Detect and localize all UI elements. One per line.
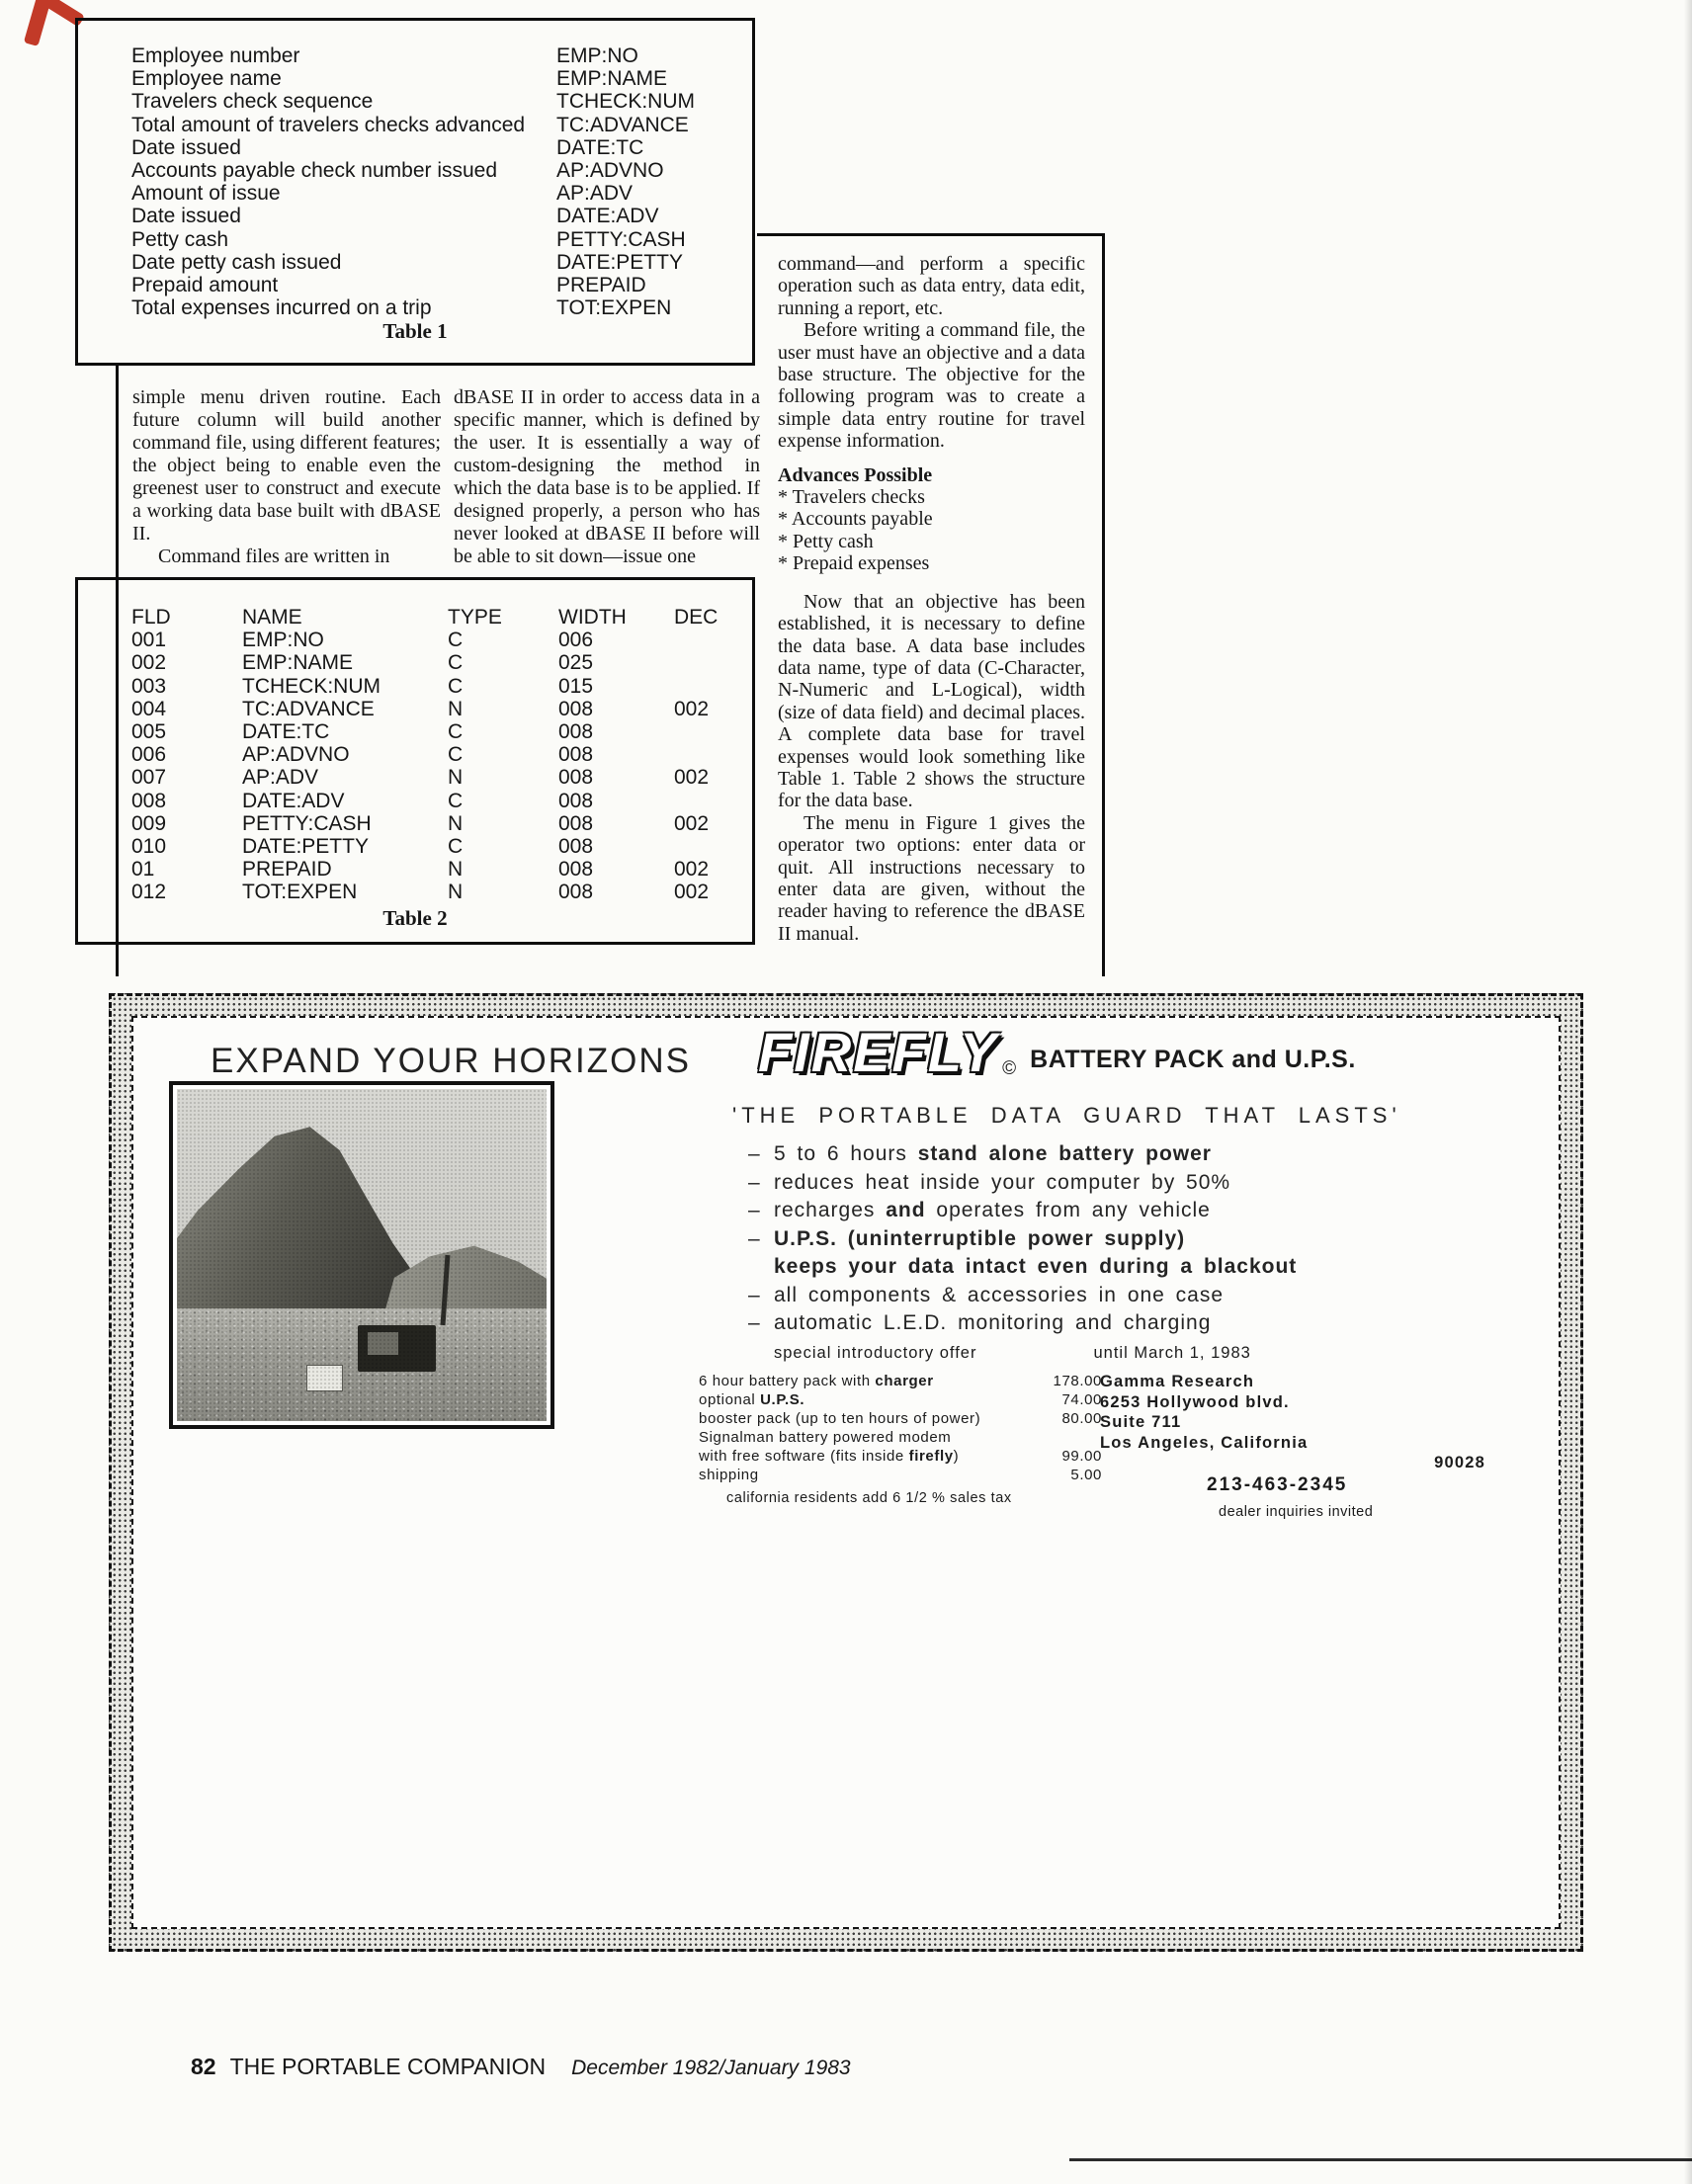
table2-cell-name: TOT:EXPEN bbox=[242, 881, 358, 904]
table2-cell-type: C bbox=[448, 743, 464, 767]
column-rule-right bbox=[1102, 233, 1105, 976]
feature-dash: – bbox=[748, 1199, 761, 1221]
price-label-bold: U.P.S. bbox=[760, 1391, 805, 1408]
table2-row bbox=[131, 675, 742, 698]
table2-header-row bbox=[131, 606, 742, 629]
table2-cell-name: AP:ADVNO bbox=[242, 743, 350, 767]
magazine-name: THE PORTABLE COMPANION bbox=[229, 2054, 547, 2079]
table1-row bbox=[131, 67, 738, 90]
table1-box bbox=[75, 18, 755, 366]
ad-offer-text: special introductory offer bbox=[774, 1344, 977, 1362]
photo-antenna bbox=[441, 1255, 451, 1325]
table1-row-field: EMP:NAME bbox=[556, 67, 668, 91]
table2-row bbox=[131, 766, 742, 789]
ad-tax-note: california residents add 6 1/2 % sales tax bbox=[726, 1490, 1012, 1506]
price-label-pre: with free software (fits inside bbox=[699, 1448, 909, 1465]
feature-text-pre: recharges bbox=[774, 1199, 887, 1221]
price-label-pre: Signalman battery powered modem bbox=[699, 1429, 952, 1446]
table2-cell-name: AP:ADV bbox=[242, 766, 319, 790]
bullet-item: * Petty cash bbox=[778, 530, 874, 552]
feature-text bbox=[774, 1282, 1224, 1310]
article-paragraph: dBASE II in order to access data in a specific manner, which is defined by the user. It is essentially a way of custom-designing the method in which the data base is to be applied. If designed properly, a person who has never looked at dBASE II before will be able to sit down—issue one bbox=[454, 386, 760, 567]
photo-rock-right bbox=[377, 1235, 547, 1342]
feature-text bbox=[774, 1309, 1211, 1338]
page-footer bbox=[191, 2054, 851, 2080]
table1-row-label: Total amount of travelers checks advanced bbox=[131, 113, 526, 136]
ad-price-row bbox=[699, 1409, 1102, 1428]
table2-grid bbox=[131, 606, 742, 904]
table1-row-label: Travelers check sequence bbox=[131, 90, 374, 114]
table2-cell-width: 025 bbox=[558, 651, 594, 675]
table1-caption: Table 1 bbox=[382, 319, 448, 343]
table2-cell-type: C bbox=[448, 720, 464, 744]
article-paragraph: The menu in Figure 1 gives the operator two options: enter data or quit. All instructions necessary to enter data are given, without the reader having to reference the dBASE II manual. bbox=[778, 811, 1085, 945]
table1-row-label: Date issued bbox=[131, 135, 241, 159]
table1-row-label: Total expenses incurred on a trip bbox=[131, 296, 432, 320]
table1-rows bbox=[131, 44, 738, 319]
ad-contact-block bbox=[1100, 1372, 1485, 1473]
copyright-icon: © bbox=[1002, 1058, 1017, 1079]
table2-cell-dec bbox=[674, 835, 742, 858]
ad-feature-item bbox=[748, 1282, 1545, 1310]
ad-feature-item bbox=[748, 1197, 1545, 1225]
article-paragraph: Before writing a command file, the user must have an objective and a data base structure. The objective for the following program was to create a simple data entry routine for travel expense information. bbox=[778, 319, 1085, 453]
page-number: 82 bbox=[191, 2054, 216, 2079]
ad-contact-line: 6253 Hollywood blvd. bbox=[1100, 1392, 1290, 1411]
table2-cell-width: 006 bbox=[558, 629, 594, 652]
table2-header: NAME bbox=[242, 606, 302, 629]
table1-row bbox=[131, 90, 738, 113]
table1-row bbox=[131, 251, 738, 274]
ad-brand-row bbox=[758, 1020, 1356, 1084]
table2-row bbox=[131, 698, 742, 720]
table2-cell-dec: 002 bbox=[674, 811, 710, 835]
table2-cell-type: C bbox=[448, 629, 464, 652]
article-column-2 bbox=[454, 386, 760, 568]
table1-row-label: Prepaid amount bbox=[131, 274, 279, 297]
table1-row-field: DATE:TC bbox=[556, 135, 644, 159]
table2-row bbox=[131, 720, 742, 743]
price-item-label bbox=[699, 1428, 951, 1447]
table2-cell-type: N bbox=[448, 881, 464, 904]
table2-cell-width: 008 bbox=[558, 743, 594, 767]
price-label-pre: 6 hour battery pack with bbox=[699, 1373, 876, 1389]
table2-cell-dec bbox=[674, 629, 742, 651]
table2-cell-name: EMP:NAME bbox=[242, 651, 354, 675]
photo-ground bbox=[177, 1308, 547, 1421]
price-item-label bbox=[699, 1409, 980, 1428]
table1-row-label: Date petty cash issued bbox=[131, 250, 342, 274]
feature-text bbox=[774, 1253, 1297, 1282]
article-column-3 bbox=[778, 253, 1085, 945]
ad-feature-list bbox=[748, 1140, 1545, 1338]
ad-offer-deadline: until March 1, 1983 bbox=[1093, 1344, 1251, 1362]
table1-row-field: PREPAID bbox=[556, 274, 646, 297]
table2-cell-dec: 002 bbox=[674, 766, 710, 790]
table2-cell-fld: 012 bbox=[131, 881, 167, 904]
table2-cell-dec: 002 bbox=[674, 858, 710, 882]
ad-feature-item bbox=[748, 1253, 1545, 1282]
table1-row-field: AP:ADVNO bbox=[556, 159, 664, 183]
table1-row-field: PETTY:CASH bbox=[556, 227, 686, 251]
table1-row bbox=[131, 205, 738, 227]
table1-row-label: Employee number bbox=[131, 44, 300, 67]
table1-row-field: DATE:ADV bbox=[556, 205, 659, 228]
ad-offer-line bbox=[774, 1344, 1251, 1363]
table2-cell-fld: 005 bbox=[131, 720, 167, 744]
price-item-label bbox=[699, 1466, 759, 1484]
table2-cell-fld: 002 bbox=[131, 651, 167, 675]
table2-cell-name: DATE:PETTY bbox=[242, 835, 369, 859]
price-amount: 5.00 bbox=[1070, 1467, 1102, 1483]
ad-feature-item bbox=[748, 1169, 1545, 1198]
table2-cell-width: 008 bbox=[558, 766, 594, 790]
feature-dash bbox=[748, 1253, 774, 1282]
table2-cell-fld: 006 bbox=[131, 743, 167, 767]
table1-row-field: TCHECK:NUM bbox=[556, 90, 695, 114]
table2-cell-dec bbox=[674, 743, 742, 766]
feature-text-pre: all components & accessories in one case bbox=[774, 1283, 1225, 1306]
price-amount: 80.00 bbox=[1061, 1410, 1102, 1427]
ad-feature-item bbox=[748, 1309, 1545, 1338]
table2-cell-name: PETTY:CASH bbox=[242, 811, 372, 835]
ad-price-row bbox=[699, 1428, 1102, 1447]
table2-cell-width: 008 bbox=[558, 858, 594, 882]
feature-dash: – bbox=[748, 1226, 761, 1250]
table2-header: FLD bbox=[131, 606, 171, 629]
price-label-bold: charger bbox=[875, 1373, 934, 1389]
table2-row bbox=[131, 743, 742, 766]
article-paragraph: command—and perform a specific operation such as data entry, data edit, running a report, etc. bbox=[778, 253, 1085, 319]
ad-price-row bbox=[699, 1390, 1102, 1409]
issue-date: December 1982/January 1983 bbox=[571, 2057, 851, 2079]
ad-tagline: 'THE PORTABLE DATA GUARD THAT LASTS' bbox=[732, 1103, 1401, 1128]
photo-telephone bbox=[306, 1365, 343, 1391]
feature-text-post: operates from any vehicle bbox=[925, 1199, 1211, 1221]
advertisement bbox=[131, 1016, 1561, 1929]
table2-cell-dec bbox=[674, 720, 742, 743]
table1-row-field: TOT:EXPEN bbox=[556, 296, 672, 320]
feature-text-pre: automatic L.E.D. monitoring and charging bbox=[774, 1311, 1212, 1334]
table2-cell-fld: 010 bbox=[131, 835, 167, 859]
price-item-label bbox=[699, 1447, 959, 1466]
ad-headline: EXPAND YOUR HORIZONS bbox=[211, 1042, 691, 1080]
bullet-item: * Prepaid expenses bbox=[778, 552, 930, 575]
feature-text-pre: 5 to 6 hours bbox=[774, 1142, 918, 1165]
table1-row bbox=[131, 274, 738, 296]
table2-cell-name: TC:ADVANCE bbox=[242, 697, 375, 720]
price-item-label bbox=[699, 1372, 934, 1390]
ad-price-list bbox=[699, 1372, 1102, 1484]
ad-price-row bbox=[699, 1466, 1102, 1484]
feature-dash: – bbox=[748, 1283, 761, 1306]
table2-cell-fld: 008 bbox=[131, 789, 167, 812]
ad-dealer-note: dealer inquiries invited bbox=[1219, 1504, 1374, 1520]
table2-cell-dec bbox=[674, 651, 742, 674]
ad-contact-line: Los Angeles, California bbox=[1100, 1433, 1309, 1452]
table2-cell-fld: 004 bbox=[131, 697, 167, 720]
section-heading: Advances Possible bbox=[778, 463, 933, 486]
table2-cell-type: N bbox=[448, 766, 464, 790]
bullet-item: * Accounts payable bbox=[778, 508, 933, 531]
table1-row-field: DATE:PETTY bbox=[556, 250, 683, 274]
table2-row bbox=[131, 835, 742, 858]
table2-cell-name: TCHECK:NUM bbox=[242, 674, 381, 698]
ad-contact-line: Gamma Research bbox=[1100, 1373, 1255, 1390]
column-rule-top bbox=[757, 233, 1105, 236]
ad-price-row bbox=[699, 1447, 1102, 1466]
table2-cell-type: C bbox=[448, 674, 464, 698]
table2-cell-width: 008 bbox=[558, 789, 594, 812]
bottom-edge-line bbox=[1069, 2158, 1692, 2161]
table1-row bbox=[131, 114, 738, 136]
table2-cell-width: 008 bbox=[558, 881, 594, 904]
feature-text-pre: reduces heat inside your computer by 50% bbox=[774, 1170, 1231, 1194]
feature-text-bold: keeps your data intact even during a blackout bbox=[774, 1255, 1298, 1278]
table1-row-label: Amount of issue bbox=[131, 182, 281, 206]
photo-rock-formation bbox=[177, 1123, 458, 1355]
table2-row bbox=[131, 651, 742, 674]
price-item-label bbox=[699, 1390, 804, 1409]
feature-text bbox=[774, 1197, 1211, 1225]
table2-cell-type: C bbox=[448, 651, 464, 675]
price-label-post: ) bbox=[953, 1448, 960, 1465]
feature-text bbox=[774, 1169, 1230, 1198]
table2-header: TYPE bbox=[448, 606, 502, 629]
table2-cell-fld: 01 bbox=[131, 858, 155, 882]
table2-cell-width: 008 bbox=[558, 720, 594, 744]
table2-cell-dec bbox=[674, 675, 742, 698]
table1-row-label: Petty cash bbox=[131, 227, 229, 251]
photo-portable-computer bbox=[358, 1325, 436, 1372]
table2-cell-dec: 002 bbox=[674, 697, 710, 720]
ad-product-name: BATTERY PACK and U.P.S. bbox=[1030, 1046, 1356, 1073]
price-amount: 99.00 bbox=[1061, 1448, 1102, 1465]
table2-cell-type: N bbox=[448, 697, 464, 720]
ad-contact-line: Suite 711 bbox=[1100, 1413, 1182, 1431]
firefly-logo: FIREFLY bbox=[758, 1021, 999, 1083]
table2-cell-dec bbox=[674, 790, 742, 812]
table2-body bbox=[131, 629, 742, 903]
table1-row bbox=[131, 228, 738, 251]
table2-cell-name: DATE:ADV bbox=[242, 789, 345, 812]
ad-photo-frame bbox=[169, 1081, 554, 1429]
table2-caption: Table 2 bbox=[382, 906, 448, 930]
table1-row bbox=[131, 296, 738, 319]
article-column-1 bbox=[132, 386, 441, 568]
table2-row bbox=[131, 812, 742, 835]
article-paragraph: Now that an objective has been established, it is necessary to define the data base. A data base includes data name, type of data (C-Character, N-Numeric and L-Logical), width (size of data field) and decimal places. A complete data base for travel expenses would look something like Table 1. Table 2 shows the structure for the data base. bbox=[778, 590, 1085, 812]
feature-text bbox=[774, 1140, 1212, 1169]
price-label-bold: firefly bbox=[908, 1448, 954, 1465]
ad-phone-number: 213-463-2345 bbox=[1207, 1474, 1348, 1495]
bullet-item: * Travelers checks bbox=[778, 486, 925, 509]
table2-cell-type: C bbox=[448, 835, 464, 859]
table2-cell-fld: 001 bbox=[131, 629, 167, 652]
table2-cell-width: 008 bbox=[558, 697, 594, 720]
table2-header: WIDTH bbox=[558, 606, 627, 629]
feature-dash: – bbox=[748, 1311, 761, 1334]
table1-row-field: TC:ADVANCE bbox=[556, 113, 689, 136]
table2-cell-fld: 009 bbox=[131, 811, 167, 835]
ad-price-row bbox=[699, 1372, 1102, 1390]
table1-row-label: Accounts payable check number issued bbox=[131, 159, 498, 183]
price-amount: 178.00 bbox=[1053, 1373, 1102, 1389]
ad-feature-item bbox=[748, 1225, 1545, 1254]
table2-cell-dec: 002 bbox=[674, 881, 710, 904]
feature-dash: – bbox=[748, 1170, 761, 1194]
table1-row-field: AP:ADV bbox=[556, 182, 634, 206]
ad-contact-line: 90028 bbox=[1434, 1454, 1485, 1471]
table1-row bbox=[131, 44, 738, 67]
table2-cell-width: 008 bbox=[558, 835, 594, 859]
table2-cell-width: 015 bbox=[558, 674, 594, 698]
table1-row bbox=[131, 159, 738, 182]
feature-dash: – bbox=[748, 1142, 761, 1165]
article-paragraph: Command files are written in bbox=[158, 546, 390, 567]
feature-text-bold: U.P.S. (uninterruptible power supply) bbox=[774, 1226, 1186, 1250]
table1-row-field: EMP:NO bbox=[556, 44, 638, 67]
scan-edge-shadow bbox=[1684, 0, 1692, 2184]
price-label-pre: shipping bbox=[699, 1467, 759, 1483]
table2-cell-type: C bbox=[448, 789, 464, 812]
price-amount: 74.00 bbox=[1061, 1391, 1102, 1408]
price-amount bbox=[1043, 1428, 1102, 1447]
table2-header: DEC bbox=[674, 606, 719, 629]
table2-box bbox=[75, 577, 755, 945]
table2-cell-name: PREPAID bbox=[242, 858, 332, 882]
table2-cell-name: DATE:TC bbox=[242, 720, 330, 744]
table2-cell-width: 008 bbox=[558, 811, 594, 835]
table2-row bbox=[131, 629, 742, 651]
table1-row-label: Date issued bbox=[131, 205, 241, 228]
price-label-pre: optional bbox=[699, 1391, 761, 1408]
table1-row bbox=[131, 182, 738, 205]
ad-feature-item bbox=[748, 1140, 1545, 1169]
table2-cell-type: N bbox=[448, 811, 464, 835]
ad-photo-desert-rocks bbox=[177, 1089, 547, 1421]
table2-row bbox=[131, 881, 742, 903]
table2-cell-fld: 007 bbox=[131, 766, 167, 790]
price-label-pre: booster pack (up to ten hours of power) bbox=[699, 1410, 981, 1427]
advertisement-frame bbox=[109, 993, 1583, 1952]
feature-text-bold: and bbox=[886, 1199, 926, 1221]
table2-row bbox=[131, 790, 742, 812]
table1-row-label: Employee name bbox=[131, 67, 282, 91]
table2-cell-name: EMP:NO bbox=[242, 629, 324, 652]
feature-text bbox=[774, 1225, 1185, 1254]
bullet-list bbox=[778, 486, 1085, 575]
table1-row bbox=[131, 136, 738, 159]
article-paragraph: simple menu driven routine. Each future column will build another command file, using different features; the object being to enable even the greenest user to construct and execute a working data base built with dBASE II. bbox=[132, 386, 441, 545]
table2-row bbox=[131, 858, 742, 881]
table2-cell-fld: 003 bbox=[131, 674, 167, 698]
feature-text-bold: stand alone battery power bbox=[917, 1142, 1212, 1165]
table2-cell-type: N bbox=[448, 858, 464, 882]
